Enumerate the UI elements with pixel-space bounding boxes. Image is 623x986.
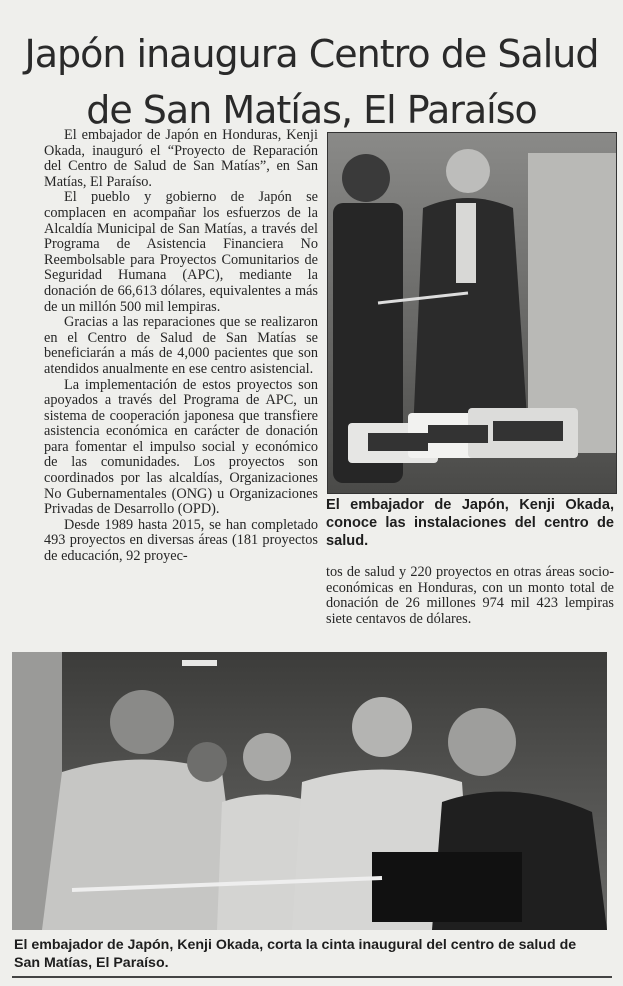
article-paragraph: La implementación de estos proyectos son apoyados a través del Programa de APC, un sistema de cooperación japonesa que transfiere asistencia económica en carácter de donación para fomentar el impulso social y económico de las comunidades. Los proyectos son coordinados por las alcaldías, Organizaciones No Gubernamentales (ONG) u Organizaciones Privadas de Desarrollo (OPD).	[44, 376, 318, 518]
page-divider	[12, 976, 612, 978]
photo-ribbon-cutting	[12, 652, 607, 930]
photo-ambassador-inspecting-equipment	[327, 132, 617, 494]
article-paragraph: El embajador de Japón en Honduras, Kenji Okada, inauguró el “Proyecto de Reparación del Centro de Salud de San Matías”, en San Matías, El Paraíso.	[44, 127, 318, 190]
article-paragraph: Desde 1989 hasta 2015, se han completado 493 proyectos en diversas áreas (181 proyectos de educación, 92 proyec-	[44, 516, 318, 565]
article-paragraph: El pueblo y gobierno de Japón se complacen en acompañar los esfuerzos de la Alcaldía Municipal de San Matías, a través del Programa de Asistencia Financiera No Reembolsable para Proyectos Comunitarios de Seguridad Humana (APC), mediante la donación de 66,613 dólares, equivalentes a más de un millón 500 mil lempiras.	[44, 189, 318, 315]
article-body-continuation: tos de salud y 220 proyectos en otras áreas socio-económicas en Honduras, con un monto total de donación de 26 millones 974 mil 423 lempiras siete centavos de dólares.	[326, 564, 614, 627]
article-headline: Japón inaugura Centro de Salud de San Matías, El Paraíso	[24, 32, 599, 132]
article-body-left-column	[44, 128, 318, 565]
photo-caption-bottom: El embajador de Japón, Kenji Okada, corta la cinta inaugural del centro de salud de San Matías, El Paraíso.	[14, 937, 577, 971]
article-paragraph: Gracias a las reparaciones que se realizaron en el Centro de Salud de San Matías se beneficiarán a más de 4,000 pacientes que son atendidos anualmente en ese centro asistencial.	[44, 314, 318, 377]
photo-caption-top: El embajador de Japón, Kenji Okada, conoce las instalaciones del centro de salud.	[326, 497, 614, 549]
